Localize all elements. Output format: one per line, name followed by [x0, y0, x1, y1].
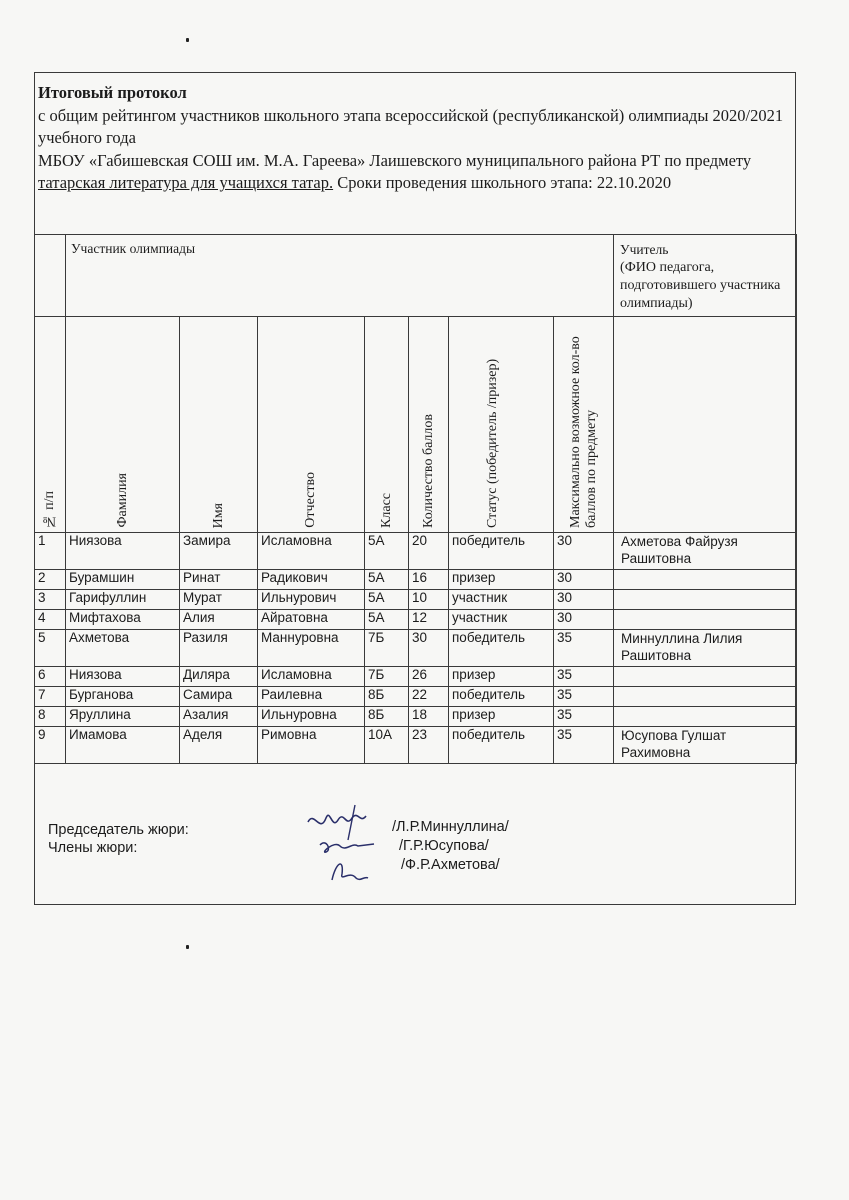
col-class — [365, 317, 409, 533]
signatures — [300, 800, 400, 890]
member-signature-1 — [320, 843, 374, 852]
table-row — [35, 570, 797, 590]
cell-num: 8 — [35, 707, 66, 727]
cell-status: участник — [449, 610, 554, 630]
table-row — [35, 533, 797, 570]
protocol-header — [38, 82, 790, 195]
table-row — [35, 630, 797, 667]
cell-teacher — [614, 610, 797, 630]
cell-teacher — [614, 707, 797, 727]
cell-score: 22 — [409, 687, 449, 707]
header-line1: с общим рейтингом участников школьного этапа всероссийской (республиканской) олимпиады 2020/2021 учебного года — [38, 105, 784, 147]
cell-status: участник — [449, 590, 554, 610]
cell-score: 26 — [409, 667, 449, 687]
cell-status: призер — [449, 667, 554, 687]
cell-teacher: Миннуллина Лилия Рашитовна — [614, 630, 797, 667]
cell-class: 8Б — [365, 707, 409, 727]
cell-name: Ринат — [180, 570, 258, 590]
signature-stroke — [348, 805, 355, 840]
cell-patronymic: Ильнуровна — [258, 707, 365, 727]
cell-surname: Ниязова — [66, 667, 180, 687]
cell-patronymic: Маннуровна — [258, 630, 365, 667]
col-name — [180, 317, 258, 533]
cell-score: 16 — [409, 570, 449, 590]
cell-patronymic: Радикович — [258, 570, 365, 590]
cell-name: Мурат — [180, 590, 258, 610]
cell-teacher — [614, 667, 797, 687]
col-status-label: Статус (победитель /призер) — [485, 358, 500, 528]
cell-num: 4 — [35, 610, 66, 630]
cell-max: 35 — [554, 727, 614, 764]
cell-num: 1 — [35, 533, 66, 570]
cell-num: 7 — [35, 687, 66, 707]
results-table — [34, 234, 797, 764]
cell-score: 23 — [409, 727, 449, 764]
cell-patronymic: Исламовна — [258, 667, 365, 687]
cell-teacher: Ахметова Файрузя Рашитовна — [614, 533, 797, 570]
cell-class: 8Б — [365, 687, 409, 707]
teacher-header-title: Учитель — [620, 242, 669, 257]
table-body — [35, 533, 797, 764]
members-label: Члены жюри: — [48, 840, 138, 856]
table-row — [35, 667, 797, 687]
col-num — [35, 317, 66, 533]
protocol-title: Итоговый протокол — [38, 83, 187, 102]
chair-signature — [308, 815, 366, 823]
col-patronymic — [258, 317, 365, 533]
cell-patronymic: Исламовна — [258, 533, 365, 570]
cell-max: 35 — [554, 667, 614, 687]
cell-class: 7Б — [365, 630, 409, 667]
participant-header: Участник олимпиады — [66, 235, 614, 317]
cell-num: 6 — [35, 667, 66, 687]
table-row — [35, 610, 797, 630]
table-row — [35, 707, 797, 727]
cell-status: победитель — [449, 630, 554, 667]
cell-status: победитель — [449, 687, 554, 707]
cell-name: Разиля — [180, 630, 258, 667]
header-line3: Сроки проведения школьного этапа: 22.10.2020 — [333, 173, 672, 192]
table-row — [35, 687, 797, 707]
cell-class: 5А — [365, 590, 409, 610]
cell-status: призер — [449, 570, 554, 590]
speck — [186, 945, 189, 949]
cell-score: 12 — [409, 610, 449, 630]
cell-score: 30 — [409, 630, 449, 667]
cell-status: призер — [449, 707, 554, 727]
cell-max: 35 — [554, 707, 614, 727]
chair-name: /Л.Р.Миннуллина/ — [392, 819, 509, 835]
cell-score: 20 — [409, 533, 449, 570]
cell-class: 5А — [365, 610, 409, 630]
table-row — [35, 590, 797, 610]
empty-cell — [35, 235, 66, 317]
cell-class: 7Б — [365, 667, 409, 687]
cell-name: Азалия — [180, 707, 258, 727]
member-name-2: /Ф.Р.Ахметова/ — [401, 857, 500, 873]
cell-surname: Бурамшин — [66, 570, 180, 590]
cell-max: 35 — [554, 630, 614, 667]
subject: татарская литература для учащихся татар. — [38, 173, 334, 192]
cell-surname: Гарифуллин — [66, 590, 180, 610]
cell-num: 5 — [35, 630, 66, 667]
col-max — [554, 317, 614, 533]
cell-name: Самира — [180, 687, 258, 707]
column-header-row — [35, 317, 797, 533]
cell-class: 5А — [365, 533, 409, 570]
member-name-1: /Г.Р.Юсупова/ — [399, 838, 489, 854]
col-surname-label: Фамилия — [114, 473, 130, 528]
cell-teacher — [614, 687, 797, 707]
table-row — [35, 727, 797, 764]
cell-surname: Бурганова — [66, 687, 180, 707]
speck — [186, 38, 189, 42]
cell-max: 30 — [554, 590, 614, 610]
cell-teacher: Юсупова Гулшат Рахимовна — [614, 727, 797, 764]
cell-max: 35 — [554, 687, 614, 707]
member-signature-2 — [332, 864, 368, 880]
col-score — [409, 317, 449, 533]
teacher-header — [614, 235, 797, 317]
jury-names — [392, 818, 509, 875]
jury-labels — [48, 821, 189, 857]
cell-status: победитель — [449, 727, 554, 764]
col-patronymic-label: Отчество — [303, 472, 318, 528]
cell-surname: Ахметова — [66, 630, 180, 667]
cell-max: 30 — [554, 533, 614, 570]
teacher-header-sub: (ФИО педагога, подготовившего участника олимпиады) — [620, 260, 781, 311]
cell-class: 5А — [365, 570, 409, 590]
cell-max: 30 — [554, 570, 614, 590]
cell-class: 10А — [365, 727, 409, 764]
cell-patronymic: Ильнурович — [258, 590, 365, 610]
chair-label: Председатель жюри: — [48, 822, 189, 838]
col-surname — [66, 317, 180, 533]
col-status — [449, 317, 554, 533]
col-name-label: Имя — [210, 502, 226, 528]
cell-patronymic: Айратовна — [258, 610, 365, 630]
col-score-label: Количество баллов — [420, 414, 436, 528]
cell-surname: Имамова — [66, 727, 180, 764]
cell-num: 2 — [35, 570, 66, 590]
cell-teacher — [614, 590, 797, 610]
header-line2: МБОУ «Габишевская СОШ им. М.А. Гареева» Лаишевского муниципального района РТ по предмету — [38, 150, 752, 170]
cell-score: 10 — [409, 590, 449, 610]
table-header-row — [35, 235, 797, 317]
cell-name: Диляра — [180, 667, 258, 687]
cell-teacher — [614, 570, 797, 590]
cell-max: 30 — [554, 610, 614, 630]
col-max-label: Максимально возможное кол-во баллов по предмету — [567, 336, 599, 528]
col-num-label: № п/п — [42, 490, 57, 528]
cell-name: Замира — [180, 533, 258, 570]
cell-status: победитель — [449, 533, 554, 570]
cell-surname: Ниязова — [66, 533, 180, 570]
cell-surname: Яруллина — [66, 707, 180, 727]
col-class-label: Класс — [378, 493, 394, 528]
cell-name: Аделя — [180, 727, 258, 764]
cell-surname: Мифтахова — [66, 610, 180, 630]
cell-name: Алия — [180, 610, 258, 630]
col-teacher — [614, 317, 797, 533]
cell-num: 9 — [35, 727, 66, 764]
cell-score: 18 — [409, 707, 449, 727]
cell-num: 3 — [35, 590, 66, 610]
cell-patronymic: Раилевна — [258, 687, 365, 707]
cell-patronymic: Римовна — [258, 727, 365, 764]
